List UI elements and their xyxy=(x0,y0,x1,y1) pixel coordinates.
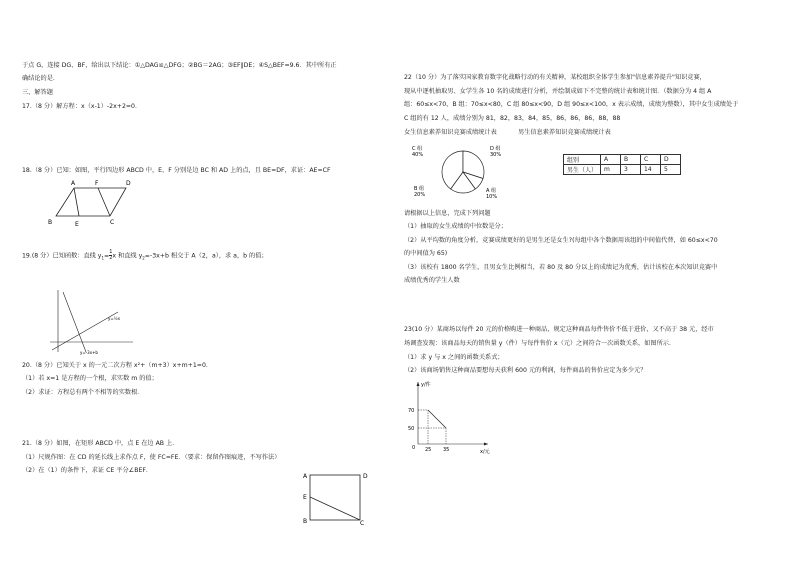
continued-text-1: 于点 G，连接 DG、BF，给出以下结论：①△DAG≌△DFG；②BG＝2AG；③EF∥DE；④S△BEF=9.6．其中所有正 xyxy=(22,62,337,69)
fig18-label-f: F xyxy=(95,180,99,187)
continued-text-2: 确结论的是． xyxy=(22,75,60,82)
figure-18-parallelogram xyxy=(44,176,134,228)
y-axis-arrow xyxy=(417,382,420,386)
question-22-sub-3a: （3）该校有 1800 名学生，且男女生比例相当，若 80 及 80 分以上的成绩记为优秀，估计该校在本次知识竞赛中 xyxy=(404,264,718,271)
pie-label-b xyxy=(414,185,425,198)
table-header-cell: A xyxy=(601,155,621,165)
pie-label-a-pct: 10% xyxy=(486,194,498,200)
question-23-sub-1: （1）求 y 与 x 之间的函数关系式； xyxy=(404,354,504,361)
fig19-line2-label: y=-3x+b xyxy=(80,350,98,355)
fig21-label-a: A xyxy=(303,473,308,480)
section-heading: 三、解答题 xyxy=(22,89,53,96)
pie-label-c-name: C 组 xyxy=(412,146,423,152)
question-22-line-1: 22（10 分）为了落实国家教育数字化战略行动的有关精神，某校组织全体学生参加"信息素养提升"知识竞赛， xyxy=(404,74,706,81)
pie-label-c xyxy=(412,145,423,158)
question-20-part-1: （1）若 x=1 是方程的一个根，求实数 m 的值； xyxy=(22,375,158,382)
question-22-prompt: 请根据以上信息，完成下列问题 xyxy=(404,210,491,217)
fig18-label-a: A xyxy=(71,180,76,187)
table-header-row xyxy=(564,155,681,165)
pie-label-b-name: B 组 xyxy=(414,186,425,192)
fig18-label-c: C xyxy=(110,219,115,226)
table-cell: 14 xyxy=(641,165,661,175)
graph-line xyxy=(428,410,446,428)
caption-girls-table: 女生信息素养知识竞赛成绩统计表 xyxy=(404,129,497,136)
question-22-line-4: C 组的有 12 人，成绩分别为 81，82，83，84，85，86，86，86，88，88 xyxy=(404,115,621,122)
question-23-sub-2: （2）该商场销售这种商品要想每天获利 600 元的利润，每件商品的售价应定为多少元？ xyxy=(404,367,647,374)
question-22-sub-2b: 的中间值为 65) xyxy=(404,250,448,257)
question-23-line-2: 场调查发现：该商品每天的销售量 y（件）与每件售价 x（元）之间符合一次函数关系，如图所示． xyxy=(404,340,676,347)
fig21-label-b: B xyxy=(303,518,308,525)
pie-label-c-pct: 40% xyxy=(412,152,424,158)
pie-label-d xyxy=(490,145,501,158)
question-23-line-1: 23(10 分）某商场以每件 20 元的价格购进一种商品，规定这种商品每件售价不低于进价，又不高于 38 元，经市 xyxy=(404,326,714,333)
table-cell: 男生（人） xyxy=(564,165,601,175)
question-22-line-3: 组：60≤x<70，B 组：70≤x<80，C 组 80≤x<90，D 组 90≤x<100，x 表示成绩，成绩为整数），其中女生成绩处于 xyxy=(404,101,739,108)
table-row xyxy=(564,165,681,175)
pie-label-a-name: A 组 xyxy=(486,188,497,194)
q19-part-c: =-3x+b 相交于 A（2，a），求 a，b 的值； xyxy=(144,252,268,260)
graph-ylabel: y/件 xyxy=(421,382,431,388)
fig19-line1-label: y=½x xyxy=(108,316,120,321)
question-21-part-1: （1）尺规作图：在 CD 的延长线上求作点 F，使 FC=FE．（要求：保留作图痕迹，不写作法） xyxy=(22,454,281,461)
pie-label-d-pct: 30% xyxy=(490,152,502,158)
table-header-cell: D xyxy=(661,155,681,165)
fig18-label-d: D xyxy=(126,180,131,187)
q19-part-a: 19.(8 分）已知函数：直线 y xyxy=(22,252,102,260)
table-cell: 3 xyxy=(621,165,641,175)
q19-part-b: x 和直线 y xyxy=(112,252,143,260)
fig21-label-d: D xyxy=(363,473,368,480)
question-22-sub-3b: 成绩优秀的学生人数 xyxy=(404,277,460,284)
table-cell: m xyxy=(601,165,621,175)
table-header-cell: 组别 xyxy=(564,155,601,165)
graph-origin: 0 xyxy=(412,445,416,451)
fig21-label-e: E xyxy=(303,494,307,501)
graph-ytick-70: 70 xyxy=(408,408,415,414)
table-header-cell: C xyxy=(641,155,661,165)
question-22-sub-1: （1）抽取的女生成绩的中位数是分； xyxy=(404,223,507,230)
pie-label-d-name: D 组 xyxy=(490,146,501,152)
question-17: 17.（8 分）解方程：x（x-1）-2x+2=0． xyxy=(22,103,142,110)
table-header-cell: B xyxy=(621,155,641,165)
graph-ytick-50: 50 xyxy=(408,426,415,432)
question-19: 19.(8 分）已知函数：直线 $y_1=$ $\frac{1}{2}$ x 和直线 $y_2=-3x+b$ 相交于 A（2，a），求 a，b 的值； xyxy=(22,249,268,261)
pie-label-b-pct: 20% xyxy=(414,192,426,198)
boys-score-table xyxy=(563,154,681,175)
graph-23 xyxy=(396,378,496,454)
graph-xtick-35: 35 xyxy=(443,447,450,453)
caption-boys-table: 男生信息素养知识竞赛成绩统计表 xyxy=(518,129,611,136)
table-cell: 5 xyxy=(661,165,681,175)
x-axis-arrow xyxy=(484,443,488,446)
pie-slices xyxy=(442,151,484,193)
fig18-label-b: B xyxy=(48,219,53,226)
graph-23-marks xyxy=(408,381,490,454)
figure-19-lines xyxy=(38,288,138,358)
question-22-line-2: 现从中逐机抽取男、女学生各 10 名的成绩进行分析，并绘制成如下不完整的统计表和统计图．（数据分为 4 组 A xyxy=(404,88,712,95)
graph-xtick-25: 25 xyxy=(425,447,432,453)
question-21-part-2: （2）在（1）的条件下，求证 CE 平分∠BEF． xyxy=(22,467,153,474)
question-18: 18.（8 分）已知：如图，平行四边形 ABCD 中，E、F 分别是边 BC 和 AD 上的点，且 BE=DF，求证：AE=CF xyxy=(22,167,331,174)
question-20-part-2: （2）求证：方程总有两个不相等的实数根． xyxy=(22,389,144,396)
pie-chart xyxy=(408,140,518,205)
fig21-label-c: C xyxy=(360,520,365,526)
question-20: 20.（8 分）已知关于 x 的一元二次方程 x²+（m+3）x+m+1=0． xyxy=(22,362,213,369)
fig18-label-e: E xyxy=(75,221,79,228)
figure-21-rectangle xyxy=(300,470,370,526)
question-22-sub-2a: （2）从平均数的角度分析，竞赛成绩更好的是男生还是女生?(每组中各个数据用该组的中间值代替，如 60≤x<70 xyxy=(404,237,718,244)
pie-label-a xyxy=(486,187,497,200)
graph-xlabel: x/元 xyxy=(480,449,490,454)
question-21: 21.（8 分）如图，在矩形 ABCD 中，点 E 在边 AB 上． xyxy=(22,440,179,447)
